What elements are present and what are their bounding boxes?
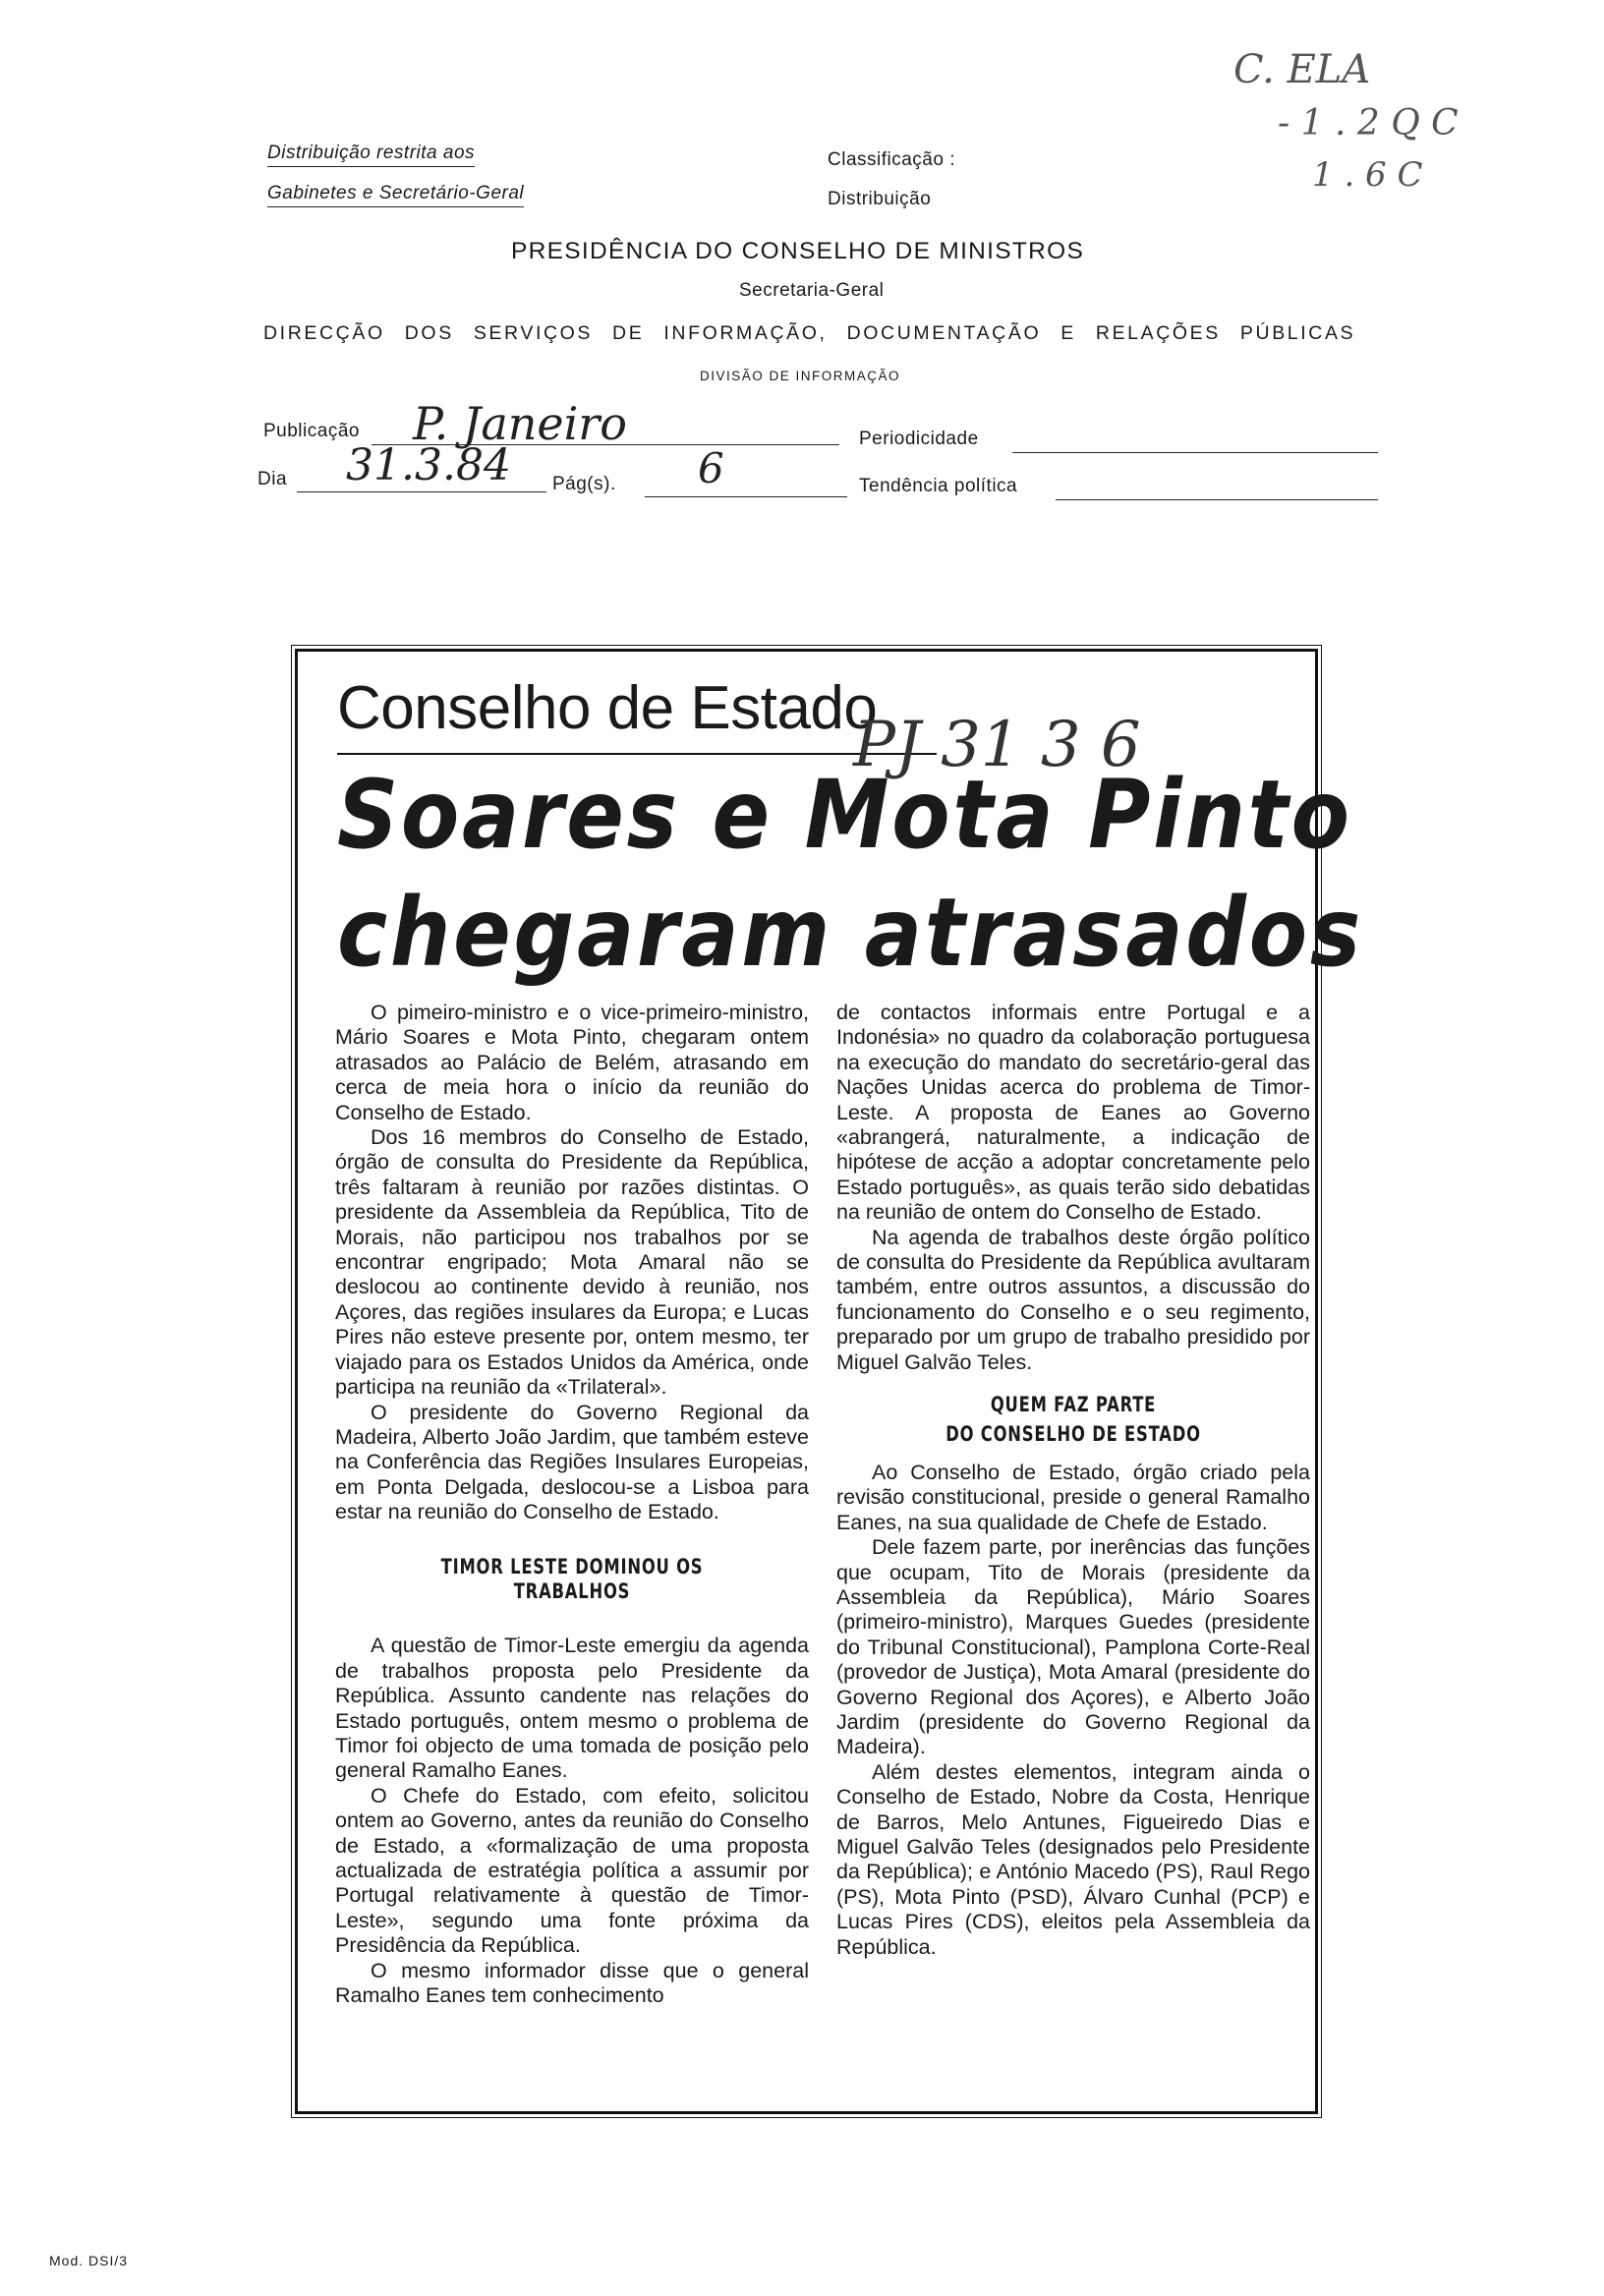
pages-label: Pág(s). <box>552 474 616 494</box>
kicker-rule <box>337 753 937 755</box>
periodicity-line <box>1012 452 1378 453</box>
day-value: 31.3.84 <box>346 440 511 490</box>
left-paragraph-4: A questão de Timor-Leste emergiu da agenda de trabalhos proposta pelo Presidente da República. Assunto candente nas relações do Estado português, ontem mesmo o problema de Timor foi objecto de uma tomada de posição pelo general Ramalho Eanes. <box>335 1634 809 1783</box>
tendency-line <box>1056 499 1378 500</box>
day-label: Dia <box>258 469 288 489</box>
right-paragraph-3: Ao Conselho de Estado, órgão criado pela revisão constitucional, preside o general Ramalho Eanes, na sua qualidade de Chefe de Estado. <box>836 1460 1310 1534</box>
division: DIVISÃO DE INFORMAÇÃO <box>700 369 901 383</box>
left-paragraph-2: Dos 16 membros do Conselho de Estado, órgão de consulta do Presidente da República, três faltaram à reunião por razões distintas. O presidente da Assembleia da República, Tito de Morais, não participou nos trabalhos por se encontrar engripado; Mota Amaral não se deslocou ao continente devido à reunião, nos Açores, das regiões insulares da Europa; e Lucas Pires não esteve presente por, ontem mesmo, ter viajado para os Estados Unidos da América, onde participa na reunião da «Trilateral». <box>335 1125 809 1400</box>
article-right-column <box>836 1001 1310 1960</box>
directorate: DIRECÇÃO DOS SERVIÇOS DE INFORMAÇÃO, DOCUMENTAÇÃO E RELAÇÕES PÚBLICAS <box>263 322 1356 344</box>
article-left-column <box>335 1001 809 2008</box>
left-subhead: TIMOR LESTE DOMINOU OS TRABALHOS <box>440 1554 704 1603</box>
pages-line <box>645 496 847 497</box>
publication-value: P. Janeiro <box>413 397 627 450</box>
handwritten-reference: PJ 31 3 6 <box>853 709 1141 781</box>
secretariat: Secretaria-Geral <box>739 280 885 301</box>
right-paragraph-4: Dele fazem parte, por inerências das funções que ocupam, Tito de Morais (presidente da Assembleia da República), Mário Soares (primeiro-ministro), Marques Guedes (presidente do Tribunal Constitucional), Pamplona Corte-Real (provedor de Justiça), Mota Amaral (presidente do Governo Regional dos Açores), e Alberto João Jardim (presidente do Governo Regional da Madeira). <box>836 1535 1310 1759</box>
left-paragraph-1: O pimeiro-ministro e o vice-primeiro-ministro, Mário Soares e Mota Pinto, chegaram ontem atrasados ao Palácio de Belém, atrasando em cerca de meia hora o início da reunião do Conselho de Estado. <box>335 1001 809 1124</box>
left-paragraph-3: O presidente do Governo Regional da Madeira, Alberto João Jardim, que também esteve na Conferência das Regiões Insulares Europeias, em Ponta Delgada, deslocou-se a Lisboa para estar na reunião do Conselho de Estado. <box>335 1400 809 1524</box>
right-subhead-2: DO CONSELHO DE ESTADO <box>945 1421 1201 1446</box>
newspaper-clipping <box>295 649 1363 2114</box>
right-paragraph-2: Na agenda de trabalhos deste órgão político de consulta do Presidente da República avultaram também, entre outros assuntos, a discussão do funcionamento do Conselho e o seu regimento, preparado por um grupo de trabalho presidido por Miguel Galvão Teles. <box>836 1225 1310 1374</box>
headline-line-1: Soares e Mota Pinto <box>337 760 1352 870</box>
distribution-note-2: Gabinetes e Secretário-Geral <box>267 183 524 207</box>
left-paragraph-5: O Chefe do Estado, com efeito, solicitou ontem ao Governo, antes da reunião do Conselho de Estado, a «formalização de uma proposta actualizada de estratégia política a assumir por Portugal relativamente à questão de Timor-Leste», segundo uma fonte próxima da Presidência da República. <box>335 1783 809 1958</box>
model-code: Mod. DSI/3 <box>49 2253 129 2268</box>
corner-note-3: 1 . 6 C <box>1312 155 1423 195</box>
distribution-note-1: Distribuição restrita aos <box>267 143 475 167</box>
article-kicker: Conselho de Estado <box>337 674 878 742</box>
right-subhead-1: QUEM FAZ PARTE <box>990 1393 1157 1417</box>
distribution-label: Distribuição <box>828 189 932 209</box>
tendency-label: Tendência política <box>859 476 1018 496</box>
headline-line-2: chegaram atrasados <box>337 878 1363 988</box>
pages-value: 6 <box>698 444 724 492</box>
ministry-title: PRESIDÊNCIA DO CONSELHO DE MINISTROS <box>511 238 1085 264</box>
day-line <box>297 491 546 492</box>
left-paragraph-6: O mesmo informador disse que o general Ramalho Eanes tem conhecimento <box>335 1958 809 2008</box>
corner-note-2: - 1 . 2 Q C <box>1278 103 1459 144</box>
corner-note-1: C. ELA <box>1233 47 1371 92</box>
right-paragraph-1: de contactos informais entre Portugal e a Indonésia» no quadro da colaboração portuguesa na execução do mandato do secretário-geral das Nações Unidas acerca do problema de Timor-Leste. A proposta de Eanes ao Governo «abrangerá, naturalmente, a indicação de hipótese de acção a adoptar concretamente pelo Estado português», as quais terão sido debatidas na reunião de ontem do Conselho de Estado. <box>836 1001 1310 1225</box>
classification-label: Classificação : <box>828 149 955 170</box>
right-paragraph-5: Além destes elementos, integram ainda o Conselho de Estado, Nobre da Costa, Henrique de Barros, Melo Antunes, Figueiredo Dias e Miguel Galvão Teles (designados pelo Presidente da República); e António Macedo (PS), Raul Rego (PS), Mota Pinto (PSD), Álvaro Cunhal (PCP) e Lucas Pires (CDS), eleitos pela Assembleia da República. <box>836 1759 1310 1959</box>
publication-label: Publicação <box>263 421 360 441</box>
periodicity-label: Periodicidade <box>859 429 979 449</box>
